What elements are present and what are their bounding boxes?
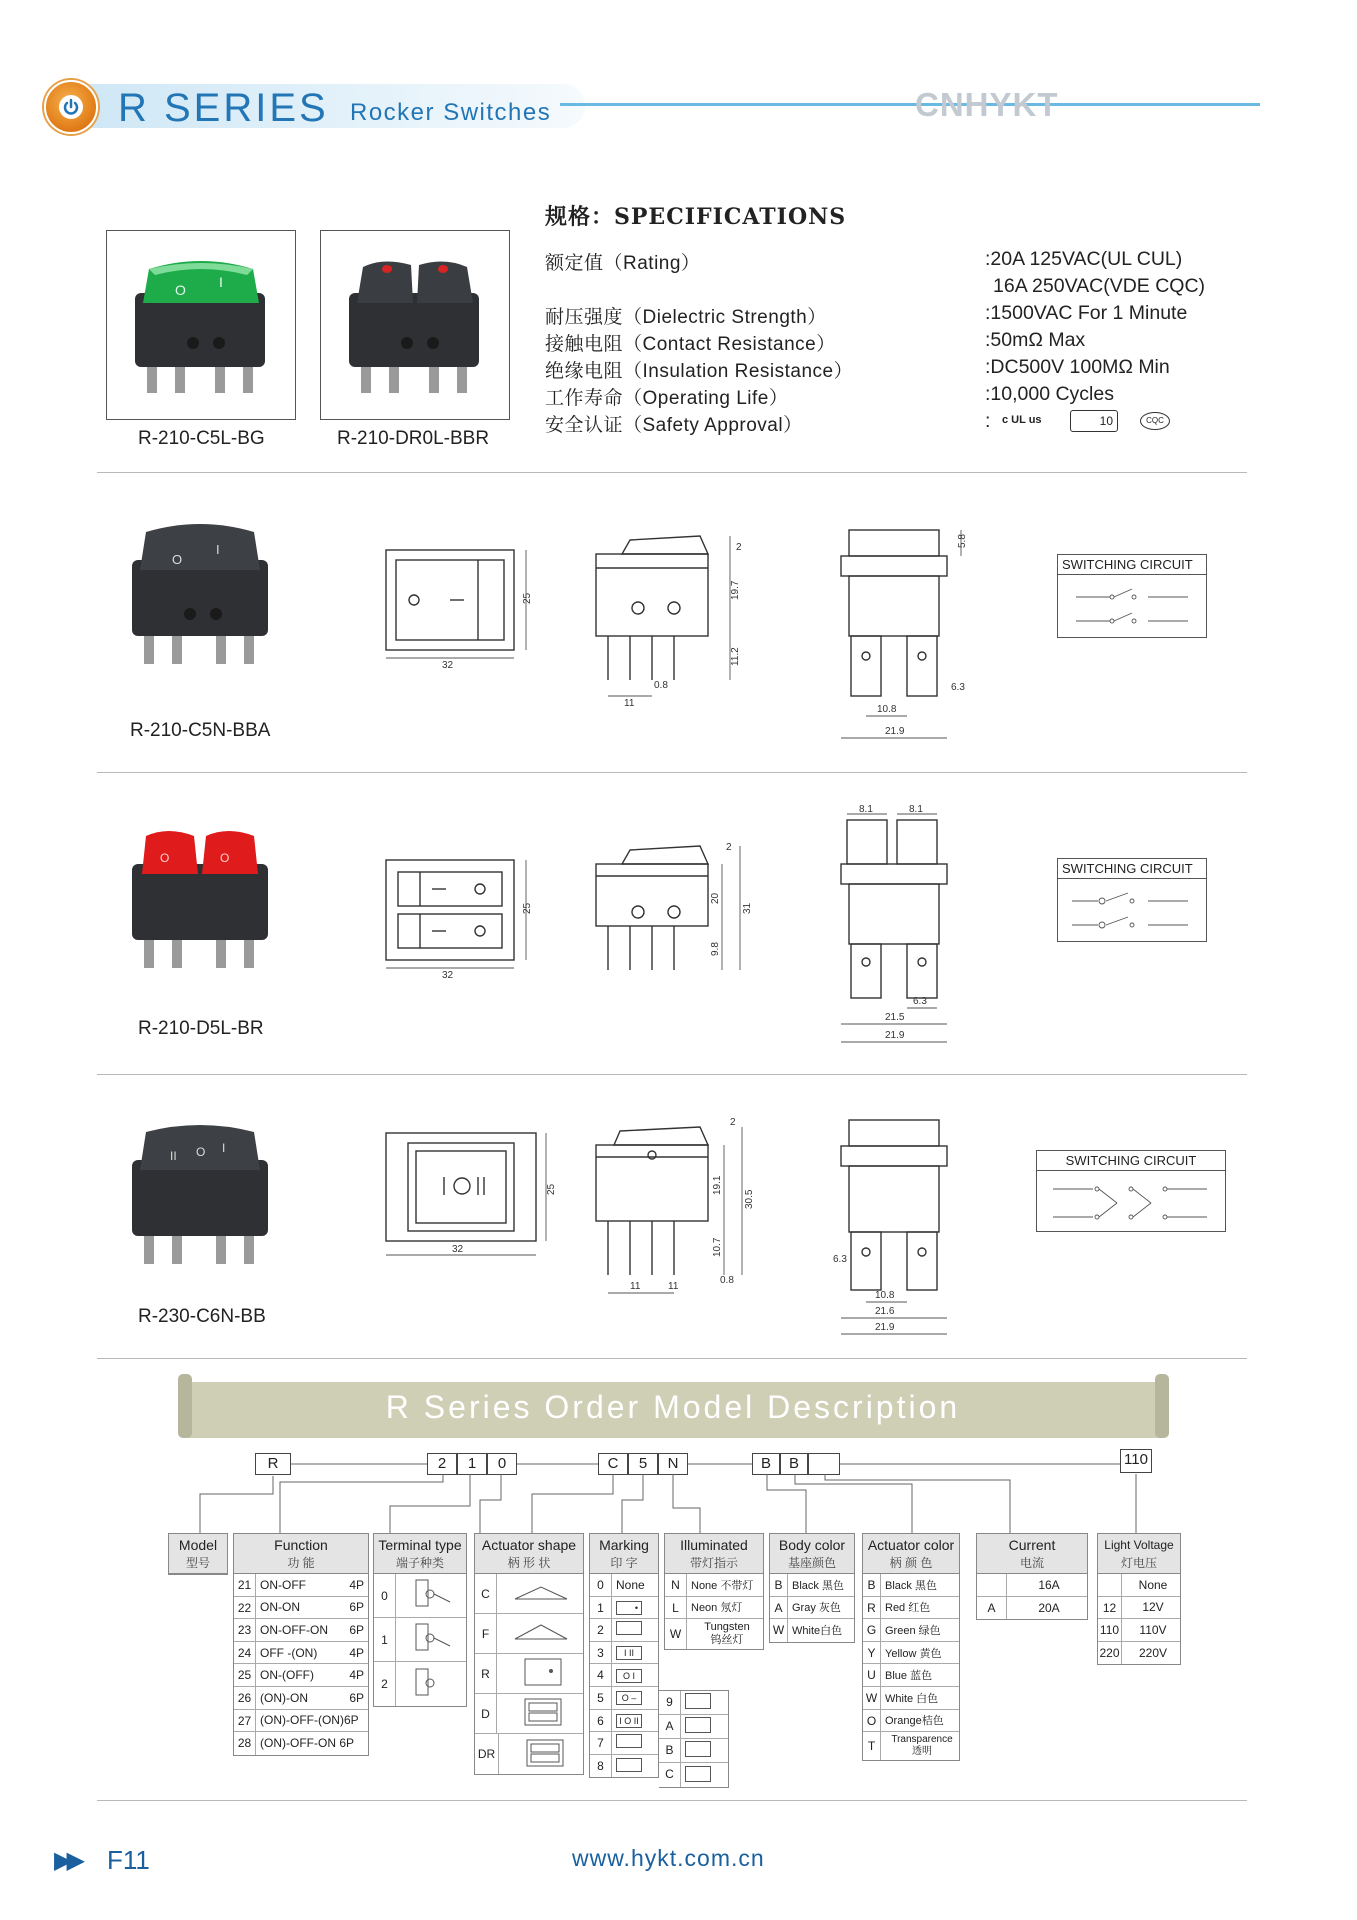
spec-value-contact: :50mΩ Max	[985, 329, 1086, 351]
actuator-shape-icon	[501, 1695, 581, 1729]
list-item: Y Yellow 黄色	[863, 1642, 959, 1665]
list-item: W White 白色	[863, 1687, 959, 1710]
actuator-shape-icon	[501, 1617, 581, 1647]
terminal-type-icon	[400, 1663, 460, 1703]
svg-text:32: 32	[452, 1244, 464, 1255]
list-item: 4 O I	[590, 1664, 658, 1687]
order-col-marking: Marking 印 字 0 None 1 • 2 3 I II 4 O I 5 O – 6 I O II 7 8	[589, 1533, 659, 1778]
cqc-cert-icon: CQC	[1140, 412, 1170, 430]
code-cell: C	[598, 1453, 628, 1475]
switching-circuit-box	[1036, 1150, 1226, 1232]
list-item: None	[1098, 1574, 1180, 1597]
order-col-voltage: Light Voltage 灯电压 None 12 12V 110 110V 220 220V	[1097, 1533, 1181, 1665]
product-photo-c5n-bba	[120, 510, 280, 680]
switching-circuit-title: SWITCHING CIRCUIT	[1037, 1151, 1225, 1171]
rocker-switch-black-icon	[120, 510, 280, 680]
svg-text:0.8: 0.8	[720, 1275, 734, 1286]
marking-icon	[616, 1734, 642, 1748]
switching-circuit-title: SWITCHING CIRCUIT	[1058, 859, 1206, 879]
list-item: 0 None	[590, 1574, 658, 1597]
order-col-function: Function 功 能 21 ON-OFF 4P 22 ON-ON 6P 23 ON-OFF-ON 6P 24 OFF -(ON) 4P 25 ON-(OFF) 4P 26 (ON)-ON 6P 27 (ON)-OFF-(ON)6P 28 (ON)-OFF-ON 6P	[233, 1533, 369, 1756]
order-col-actuator-shape: Actuator shape 柄 形 状 C F R D DR	[474, 1533, 584, 1775]
svg-text:II: II	[170, 1149, 177, 1163]
switching-circuit-box	[1057, 554, 1207, 638]
svg-text:I: I	[216, 542, 220, 557]
switching-circuit-diagram	[1058, 575, 1206, 635]
svg-text:O: O	[160, 851, 170, 865]
front-view-drawing	[380, 1125, 560, 1265]
svg-text:30.5: 30.5	[744, 1189, 755, 1209]
svg-text:6.3: 6.3	[951, 682, 965, 693]
product-caption: R-210-C5N-BBA	[130, 720, 271, 741]
list-item: F	[475, 1614, 583, 1654]
svg-text:0.8: 0.8	[654, 680, 668, 691]
divider	[97, 472, 1247, 473]
spec-value-dielectric: :1500VAC For 1 Minute	[985, 302, 1188, 324]
rocker-switch-black-dual-icon	[321, 231, 509, 419]
list-item: N None 不带灯	[665, 1574, 763, 1597]
switching-circuit-diagram	[1037, 1171, 1225, 1231]
list-item: 110 110V	[1098, 1619, 1180, 1642]
order-col-current: Current 电流 16A A 20A	[976, 1533, 1088, 1620]
list-item: 1	[374, 1618, 466, 1662]
spec-value-rating: :20A 125VAC(UL CUL)	[985, 248, 1183, 270]
list-item: 21 ON-OFF 4P	[234, 1574, 368, 1597]
order-col-actuator-color: Actuator color 柄 颜 色 B Black 黑色 R Red 红色 G Green 绿色 Y Yellow 黄色 U Blue 蓝色 W White 白色 O Orange桔色 T Transparence 透明	[862, 1533, 960, 1761]
header-rule	[560, 103, 1260, 106]
brand-wordmark: CNHYKT	[915, 86, 1059, 123]
order-col-marking-extra	[659, 1690, 729, 1788]
marking-icon	[685, 1693, 711, 1709]
product-caption: R-230-C6N-BB	[138, 1306, 266, 1327]
end-view-drawing	[835, 1112, 985, 1342]
svg-text:O: O	[220, 851, 230, 865]
marking-icon: O –	[616, 1691, 642, 1705]
spec-label-rating: 额定值（Rating）	[545, 253, 701, 274]
list-item: U Blue 蓝色	[863, 1664, 959, 1687]
code-cell-series: R	[255, 1453, 291, 1475]
svg-text:6.3: 6.3	[833, 1254, 847, 1265]
svg-text:25: 25	[522, 902, 533, 914]
svg-text:19.1: 19.1	[712, 1175, 723, 1195]
list-item: D	[475, 1694, 583, 1734]
svg-text:21.9: 21.9	[885, 1030, 905, 1041]
svg-text:2: 2	[736, 542, 742, 553]
svg-text:I: I	[222, 1141, 226, 1155]
svg-text:32: 32	[442, 660, 454, 671]
spec-label-contact: 接触电阻（Contact Resistance）	[545, 334, 836, 355]
front-view-drawing	[380, 540, 540, 670]
side-view-drawing	[590, 520, 770, 710]
end-view-drawing	[835, 520, 985, 750]
svg-text:6.3: 6.3	[913, 996, 927, 1007]
marking-icon	[685, 1717, 711, 1733]
svg-text:10.8: 10.8	[875, 1290, 895, 1301]
svg-text:O: O	[196, 1145, 206, 1159]
list-item: 26 (ON)-ON 6P	[234, 1687, 368, 1710]
code-cell-voltage: 110	[1120, 1449, 1152, 1473]
svg-text:31: 31	[742, 902, 753, 914]
switching-circuit-diagram	[1058, 879, 1206, 939]
page-title: R SERIES	[118, 86, 329, 130]
footer-url-link[interactable]: www.hykt.com.cn	[572, 1845, 765, 1871]
order-col-body-color: Body color 基座颜色 B Black 黑色 A Gray 灰色 W White白色	[769, 1533, 855, 1643]
svg-text:19.7: 19.7	[730, 580, 741, 600]
spec-value-approval: :	[985, 410, 991, 432]
order-connector-lines	[160, 1460, 1210, 1534]
svg-text:O: O	[175, 282, 186, 298]
svg-text:2: 2	[726, 842, 732, 853]
svg-text:5.8: 5.8	[957, 534, 968, 548]
list-item: 1 •	[590, 1597, 658, 1620]
product-photo-dr0l-bbr	[320, 230, 510, 420]
list-item: T Transparence 透明	[863, 1732, 959, 1760]
svg-text:21.5: 21.5	[885, 1012, 905, 1023]
list-item: O Orange桔色	[863, 1710, 959, 1733]
list-item: 25 ON-(OFF) 4P	[234, 1664, 368, 1687]
svg-text:32: 32	[442, 970, 454, 981]
order-col-model: Model 型号	[168, 1533, 228, 1575]
svg-text:O: O	[172, 552, 183, 567]
list-item: 2	[374, 1662, 466, 1706]
list-item: R	[475, 1654, 583, 1694]
marking-icon	[685, 1766, 711, 1782]
ul-cert-icon: c UL us	[1002, 414, 1042, 426]
list-item: 220 220V	[1098, 1642, 1180, 1665]
list-item: 0	[374, 1574, 466, 1618]
marking-icon	[616, 1621, 642, 1635]
list-item: 8	[590, 1755, 658, 1778]
svg-text:8.1: 8.1	[909, 804, 923, 815]
list-item: C	[659, 1763, 728, 1787]
spec-value-life: :10,000 Cycles	[985, 383, 1114, 405]
spec-value-rating-2: 16A 250VAC(VDE CQC)	[993, 275, 1206, 297]
list-item: G Green 绿色	[863, 1619, 959, 1642]
order-col-terminal: Terminal type 端子种类 0 1 2	[373, 1533, 467, 1707]
list-item: 12 12V	[1098, 1597, 1180, 1620]
actuator-shape-icon	[501, 1655, 581, 1689]
divider	[97, 1074, 1247, 1075]
switching-circuit-title: SWITCHING CIRCUIT	[1058, 555, 1206, 575]
product-photo-c6n-bb	[120, 1110, 280, 1280]
svg-text:2: 2	[730, 1117, 736, 1128]
marking-icon: •	[616, 1601, 642, 1615]
spec-label-life: 工作寿命（Operating Life）	[545, 388, 789, 409]
page-subtitle: Rocker Switches	[350, 99, 552, 126]
marking-icon	[685, 1741, 711, 1757]
spec-label-insulation: 绝缘电阻（Insulation Resistance）	[545, 361, 854, 382]
rocker-switch-black-icon	[120, 1110, 280, 1280]
svg-text:I: I	[219, 274, 223, 290]
page-arrow-icon: ▶▶	[54, 1847, 79, 1874]
order-col-illuminated: Illuminated 带灯指示 N None 不带灯 L Neon 氖灯 W Tungsten 钨丝灯	[664, 1533, 764, 1650]
divider	[97, 1800, 1247, 1801]
code-cell: N	[658, 1453, 688, 1475]
actuator-shape-icon	[503, 1736, 583, 1770]
list-item: W White白色	[770, 1619, 854, 1642]
order-title: R Series Order Model Description	[385, 1389, 961, 1425]
list-item: A Gray 灰色	[770, 1597, 854, 1620]
svg-text:25: 25	[522, 592, 533, 604]
list-item: A	[659, 1715, 728, 1739]
list-item: B	[659, 1739, 728, 1763]
code-cell: B	[752, 1453, 780, 1475]
list-item: W Tungsten 钨丝灯	[665, 1619, 763, 1649]
rocker-switch-green-icon	[107, 231, 295, 419]
end-view-drawing	[835, 804, 985, 1048]
list-item: 27 (ON)-OFF-(ON)6P	[234, 1710, 368, 1733]
list-item: 28 (ON)-OFF-ON 6P	[234, 1732, 368, 1755]
svg-text:11.2: 11.2	[730, 647, 741, 666]
list-item: 5 O –	[590, 1687, 658, 1710]
marking-icon: I II	[616, 1646, 642, 1660]
svg-text:9.8: 9.8	[710, 942, 721, 956]
svg-text:8.1: 8.1	[859, 804, 873, 815]
page-number: F11	[107, 1845, 150, 1875]
svg-text:25: 25	[546, 1183, 557, 1195]
list-item: 3 I II	[590, 1642, 658, 1665]
svg-text:11: 11	[624, 698, 635, 709]
code-cell: 5	[628, 1453, 658, 1475]
spec-label-dielectric: 耐压强度（Dielectric Strength）	[545, 307, 827, 328]
marking-icon: O I	[616, 1669, 642, 1683]
side-view-drawing	[590, 820, 770, 980]
product-photo-c5l-bg	[106, 230, 296, 420]
list-item: 9	[659, 1691, 728, 1715]
spec-title: 规格：SPECIFICATIONS	[545, 204, 847, 230]
product-caption: R-210-D5L-BR	[138, 1018, 264, 1039]
list-item: 22 ON-ON 6P	[234, 1597, 368, 1620]
side-view-drawing	[590, 1105, 780, 1305]
switching-circuit-box	[1057, 858, 1207, 942]
list-item: DR	[475, 1734, 583, 1774]
svg-text:21.9: 21.9	[885, 726, 905, 737]
list-item: L Neon 氖灯	[665, 1597, 763, 1620]
svg-text:10.7: 10.7	[712, 1237, 723, 1257]
list-item: B Black 黑色	[863, 1574, 959, 1597]
code-cell: 1	[457, 1453, 487, 1475]
list-item: 7	[590, 1732, 658, 1755]
svg-text:11: 11	[630, 1281, 641, 1292]
svg-text:20: 20	[710, 892, 721, 904]
list-item: 6 I O II	[590, 1710, 658, 1733]
marking-icon	[616, 1758, 642, 1772]
divider	[97, 772, 1247, 773]
svg-text:21.9: 21.9	[875, 1322, 895, 1333]
list-item: B Black 黑色	[770, 1574, 854, 1597]
rocker-switch-red-dual-icon	[120, 810, 280, 985]
product-photo-d5l-br	[120, 810, 280, 985]
svg-text:10.8: 10.8	[877, 704, 897, 715]
list-item: 16A	[977, 1574, 1087, 1597]
marking-icon: I O II	[616, 1714, 642, 1728]
code-cell: 2	[427, 1453, 457, 1475]
list-item: C	[475, 1574, 583, 1614]
code-cell: 0	[487, 1453, 517, 1475]
list-item: A 20A	[977, 1597, 1087, 1620]
divider	[97, 1358, 1247, 1359]
code-cell: B	[780, 1453, 808, 1475]
list-item: 24 OFF -(ON) 4P	[234, 1642, 368, 1665]
list-item: R Red 红色	[863, 1597, 959, 1620]
product-caption: R-210-DR0L-BBR	[337, 428, 490, 449]
svg-text:11: 11	[668, 1281, 679, 1292]
svg-text:21.6: 21.6	[875, 1306, 895, 1317]
actuator-shape-icon	[501, 1577, 581, 1607]
front-view-drawing	[380, 850, 540, 980]
brand-logo-icon	[44, 80, 98, 134]
terminal-type-icon	[400, 1618, 460, 1658]
spec-value-insulation: :DC500V 100MΩ Min	[985, 356, 1170, 378]
vde-cert-icon: 10	[1070, 410, 1118, 432]
product-caption: R-210-C5L-BG	[138, 428, 265, 449]
list-item: 23 ON-OFF-ON 6P	[234, 1619, 368, 1642]
spec-label-approval: 安全认证（Safety Approval）	[545, 415, 803, 436]
terminal-type-icon	[400, 1574, 460, 1614]
list-item: 2	[590, 1619, 658, 1642]
